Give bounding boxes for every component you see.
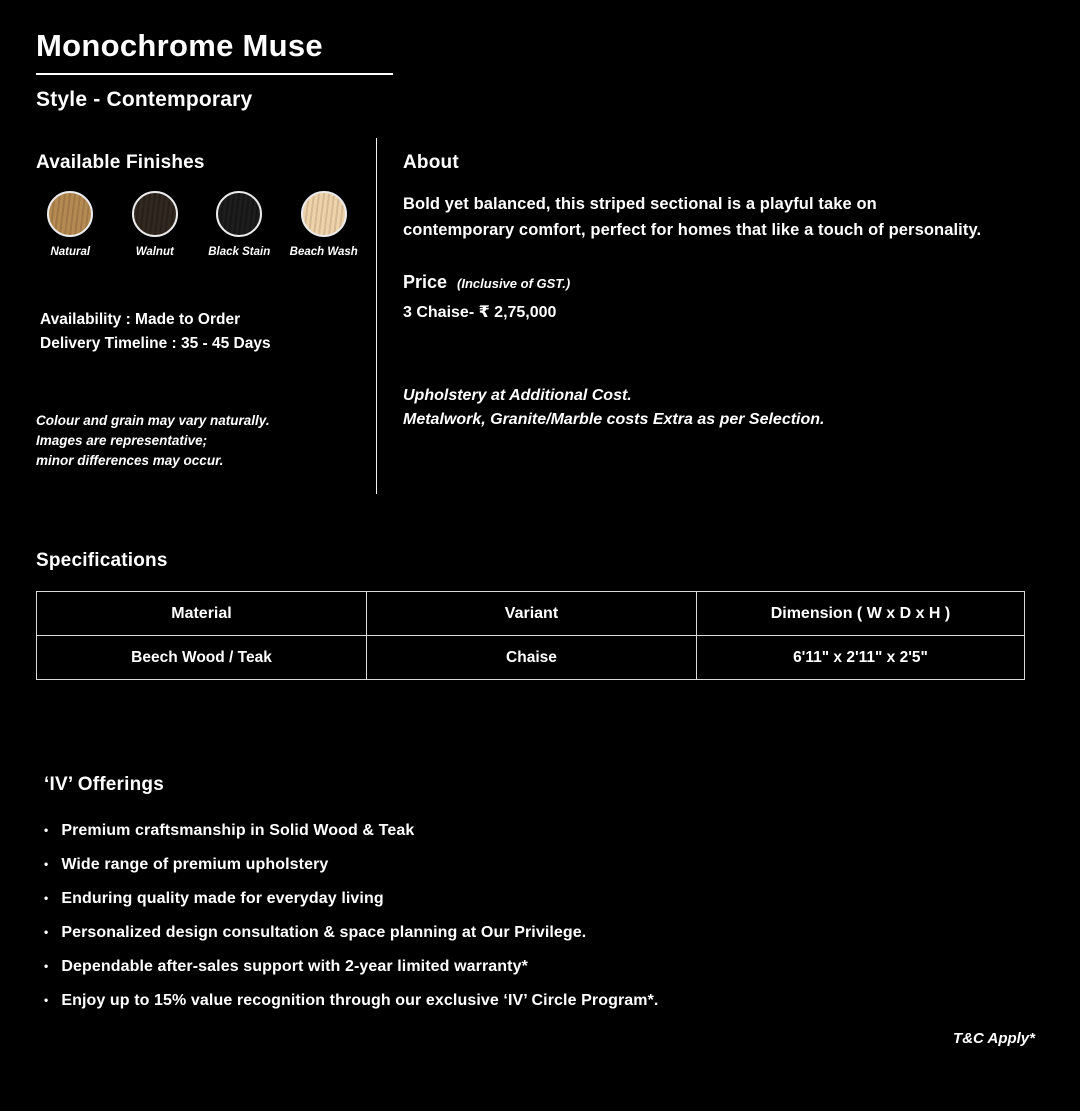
style-subtitle: Style - Contemporary (36, 88, 253, 111)
finish-swatch-beach-wash (290, 191, 359, 258)
bullet-icon: • (44, 823, 49, 837)
metalwork-note: Metalwork, Granite/Marble costs Extra as per Selection. (403, 411, 825, 429)
bullet-icon: • (44, 993, 49, 1007)
offering-text: Enduring quality made for everyday living (61, 890, 384, 907)
delivery-timeline-line: Delivery Timeline : 35 - 45 Days (40, 335, 271, 353)
list-item (44, 822, 1044, 840)
specifications-heading: Specifications (36, 550, 168, 571)
list-item (44, 992, 1044, 1010)
spec-column-variant: Variant (366, 592, 696, 636)
disclaimer-line-2: Images are representative; (36, 432, 208, 448)
offering-text: Enjoy up to 15% value recognition through our exclusive ‘IV’ Circle Program*. (61, 992, 659, 1009)
finish-swatch-circle-black-stain (216, 191, 262, 237)
finish-swatch-row (36, 191, 358, 258)
bullet-icon: • (44, 925, 49, 939)
title-underline (36, 73, 393, 75)
finishes-heading: Available Finishes (36, 152, 205, 173)
offerings-section (44, 774, 1044, 1010)
finish-swatch-black-stain (205, 191, 274, 258)
finish-swatch-circle-walnut (132, 191, 178, 237)
offerings-heading: ‘IV’ Offerings (44, 774, 164, 795)
offerings-list (44, 822, 1044, 1010)
page-title: Monochrome Muse (36, 28, 323, 63)
offering-text: Premium craftsmanship in Solid Wood & Teak (61, 822, 415, 839)
spec-cell-material: Beech Wood / Teak (37, 636, 367, 680)
price-row (403, 272, 1032, 293)
offering-text: Personalized design consultation & space planning at Our Privilege. (61, 924, 587, 941)
specifications-section (36, 550, 1044, 680)
bullet-icon: • (44, 959, 49, 973)
availability-line: Availability : Made to Order (40, 311, 241, 328)
bullet-icon: • (44, 857, 49, 871)
spec-column-material: Material (37, 592, 367, 636)
offering-text: Dependable after-sales support with 2-year limited warranty* (61, 958, 528, 975)
spec-cell-dimension: 6'11" x 2'11" x 2'5" (696, 636, 1024, 680)
about-heading: About (403, 152, 459, 173)
list-item (44, 924, 1044, 942)
bullet-icon: • (44, 891, 49, 905)
info-columns (36, 138, 1080, 494)
list-item (44, 890, 1044, 908)
list-item (44, 856, 1044, 874)
finish-swatch-label: Beach Wash (289, 246, 358, 258)
about-description: Bold yet balanced, this striped sectional is a playful take on contemporary comfort, perfect for homes that like a touch of personality. (403, 195, 982, 240)
finish-disclaimer (36, 411, 358, 471)
finish-swatch-walnut (121, 191, 190, 258)
disclaimer-line-3: minor differences may occur. (36, 452, 224, 468)
finish-swatch-label: Natural (50, 246, 91, 258)
price-label: Price (403, 272, 448, 293)
additional-cost-notes (403, 384, 1032, 432)
finish-swatch-natural (36, 191, 105, 258)
price-value: 3 Chaise- ₹ 2,75,000 (403, 304, 557, 322)
terms-and-conditions-note: T&C Apply* (953, 1030, 1035, 1047)
page-header (0, 0, 1080, 112)
specifications-table (36, 591, 1025, 680)
offering-text: Wide range of premium upholstery (61, 856, 329, 873)
list-item (44, 958, 1044, 976)
finish-swatch-label: Black Stain (208, 246, 271, 258)
finish-swatch-circle-natural (47, 191, 93, 237)
price-gst-note: (Inclusive of GST.) (457, 276, 571, 292)
upholstery-note: Upholstery at Additional Cost. (403, 387, 632, 405)
table-header-row (37, 592, 1025, 636)
finish-swatch-label: Walnut (135, 246, 174, 258)
spec-cell-variant: Chaise (366, 636, 696, 680)
about-section (377, 138, 1080, 494)
table-row (37, 636, 1025, 680)
spec-column-dimension: Dimension ( W x D x H ) (696, 592, 1024, 636)
finishes-section (36, 138, 377, 494)
availability-block (36, 308, 358, 357)
finish-swatch-circle-beach-wash (301, 191, 347, 237)
disclaimer-line-1: Colour and grain may vary naturally. (36, 412, 270, 428)
